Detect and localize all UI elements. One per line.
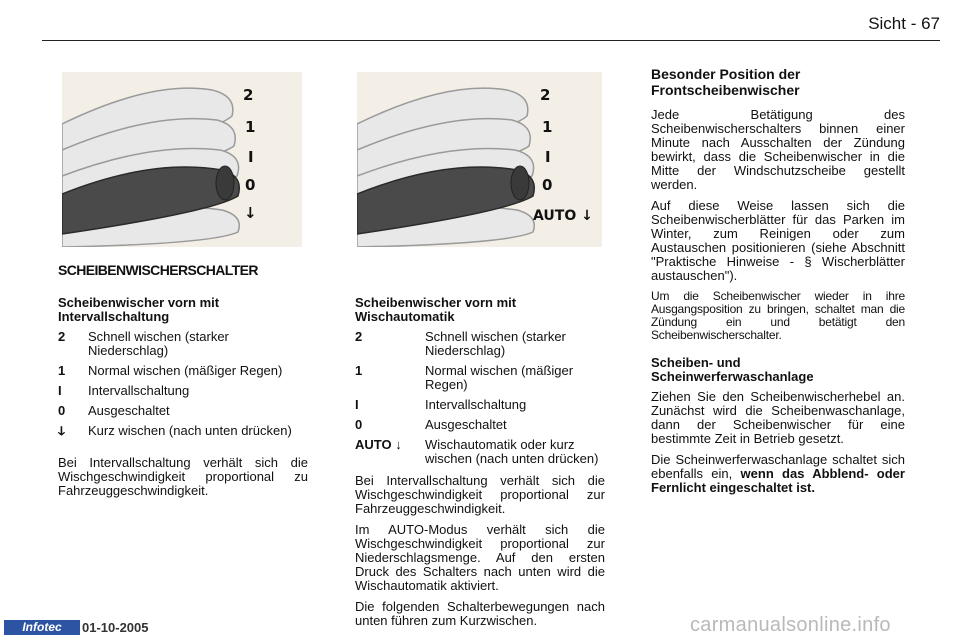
- position-label-auto-down: AUTO ↓: [533, 208, 593, 224]
- right-column: [651, 66, 905, 502]
- left-column-heading: Scheibenwischer vorn mit Intervallschaltung: [58, 295, 220, 324]
- list-item: [355, 364, 605, 392]
- item-text: Schnell wischen (starker Niederschlag): [425, 329, 566, 358]
- middle-column: [355, 296, 605, 635]
- paragraph-5-bold-text: wenn das Abblend- oder Fernlicht eingeschaltet ist.: [651, 466, 905, 495]
- washer-heading: Scheiben- und Scheinwerferwaschanlage: [651, 355, 814, 384]
- left-column: [58, 296, 308, 505]
- item-text: Intervallschaltung: [425, 397, 527, 412]
- page-title: Sicht - 67: [868, 14, 940, 33]
- position-label-1: 1: [542, 118, 553, 136]
- wiper-stalk-illustration-interval: [62, 72, 302, 247]
- right-paragraph-4: Ziehen Sie den Scheibenwischerhebel an. Zunächst wird die Scheibenwaschanlage, dann der Scheibenwischer für eine bestimmte Zeit in Betrieb gesetzt.: [651, 389, 905, 446]
- list-item: [58, 330, 308, 358]
- footer-date: 01-10-2005: [82, 620, 149, 635]
- item-key: 0: [58, 403, 66, 418]
- item-key: 1: [58, 363, 66, 378]
- item-text: Ausgeschaltet: [425, 417, 507, 432]
- position-label-1: 1: [245, 118, 256, 136]
- list-item: [355, 398, 605, 412]
- item-text: Intervallschaltung: [88, 383, 190, 398]
- position-label-0: 0: [542, 176, 553, 194]
- position-label-0: 0: [245, 176, 256, 194]
- position-label-down: ↓: [244, 204, 257, 222]
- right-paragraph-2: Auf diese Weise lassen sich die Scheibenwischerblätter für das Parken im Winter, zum Reinigen oder zum Austauschen positionieren (siehe Abschnitt "Praktische Hinweise - § Wischerblätter austauschen").: [651, 198, 905, 283]
- list-item: [355, 418, 605, 432]
- item-text: Schnell wischen (starker Niederschlag): [88, 329, 229, 358]
- position-label-interval: I: [545, 148, 551, 166]
- item-key: ↆ: [58, 423, 65, 438]
- left-paragraph: Bei Intervallschaltung verhält sich die Wischgeschwindigkeit proportional zu Fahrzeuggeschwindigkeit.: [58, 455, 308, 498]
- item-text: Wischautomatik oder kurz wischen (nach unten drücken): [425, 437, 599, 466]
- list-item: [58, 364, 308, 378]
- item-text: Ausgeschaltet: [88, 403, 170, 418]
- mid-column-heading: Scheibenwischer vorn mit Wischautomatik: [355, 295, 517, 324]
- mid-paragraph-3: Die folgenden Schalterbewegungen nach unten führen zum Kurzwischen.: [355, 599, 605, 628]
- item-key: AUTO ↓: [355, 437, 402, 452]
- item-key: I: [355, 397, 359, 412]
- list-item: [58, 384, 308, 398]
- paragraph-5-text: Die Scheinwerferwaschanlage schaltet sich ebenfalls ein,: [651, 452, 905, 481]
- list-item: [58, 424, 308, 438]
- list-item: [355, 438, 605, 466]
- mid-position-list: [355, 330, 605, 466]
- item-text: Kurz wischen (nach unten drücken): [88, 423, 292, 438]
- item-text: Normal wischen (mäßiger Regen): [88, 363, 283, 378]
- wiper-stalk-illustration-auto: [357, 72, 602, 247]
- right-paragraph-5: [651, 453, 905, 495]
- mid-paragraph-1: Bei Intervallschaltung verhält sich die Wischgeschwindigkeit proportional zur Fahrzeuggeschwindigkeit.: [355, 473, 605, 516]
- position-label-2: 2: [243, 86, 254, 104]
- position-label-interval: I: [248, 148, 254, 166]
- item-key: I: [58, 383, 62, 398]
- position-label-2: 2: [540, 86, 551, 104]
- right-paragraph-1: Jede Betätigung des Scheibenwischerschalters binnen einer Minute nach Ausschalten der Zündung bewirkt, dass die Scheibenwischer in die Mitte der Windschutzscheibe gestellt werden.: [651, 107, 905, 192]
- item-key: 0: [355, 417, 363, 432]
- mid-paragraph-2: Im AUTO-Modus verhält sich die Wischgeschwindigkeit proportional zur Niederschlagsmenge. Auf den ersten Druck des Schalters nach unten wird die Wischautomatik aktiviert.: [355, 522, 605, 593]
- watermark: carmanualsonline.info: [690, 614, 891, 636]
- item-key: 2: [58, 329, 66, 344]
- right-paragraph-3: Um die Scheibenwischer wieder in ihre Ausgangsposition zu bringen, schaltet man die Zündung ein und betätigt den Scheibenwischerschalter.: [651, 289, 905, 342]
- section-main-heading: SCHEIBENWISCHERSCHALTER: [58, 262, 258, 278]
- item-key: 1: [355, 363, 363, 378]
- right-column-heading: Besonder Position der Frontscheibenwischer: [651, 66, 801, 98]
- infotec-logo: Infotec: [4, 620, 80, 635]
- item-key: 2: [355, 329, 363, 344]
- left-position-list: [58, 330, 308, 438]
- header-rule: [42, 40, 940, 41]
- list-item: [58, 404, 308, 418]
- item-text: Normal wischen (mäßiger Regen): [425, 363, 574, 392]
- list-item: [355, 330, 605, 358]
